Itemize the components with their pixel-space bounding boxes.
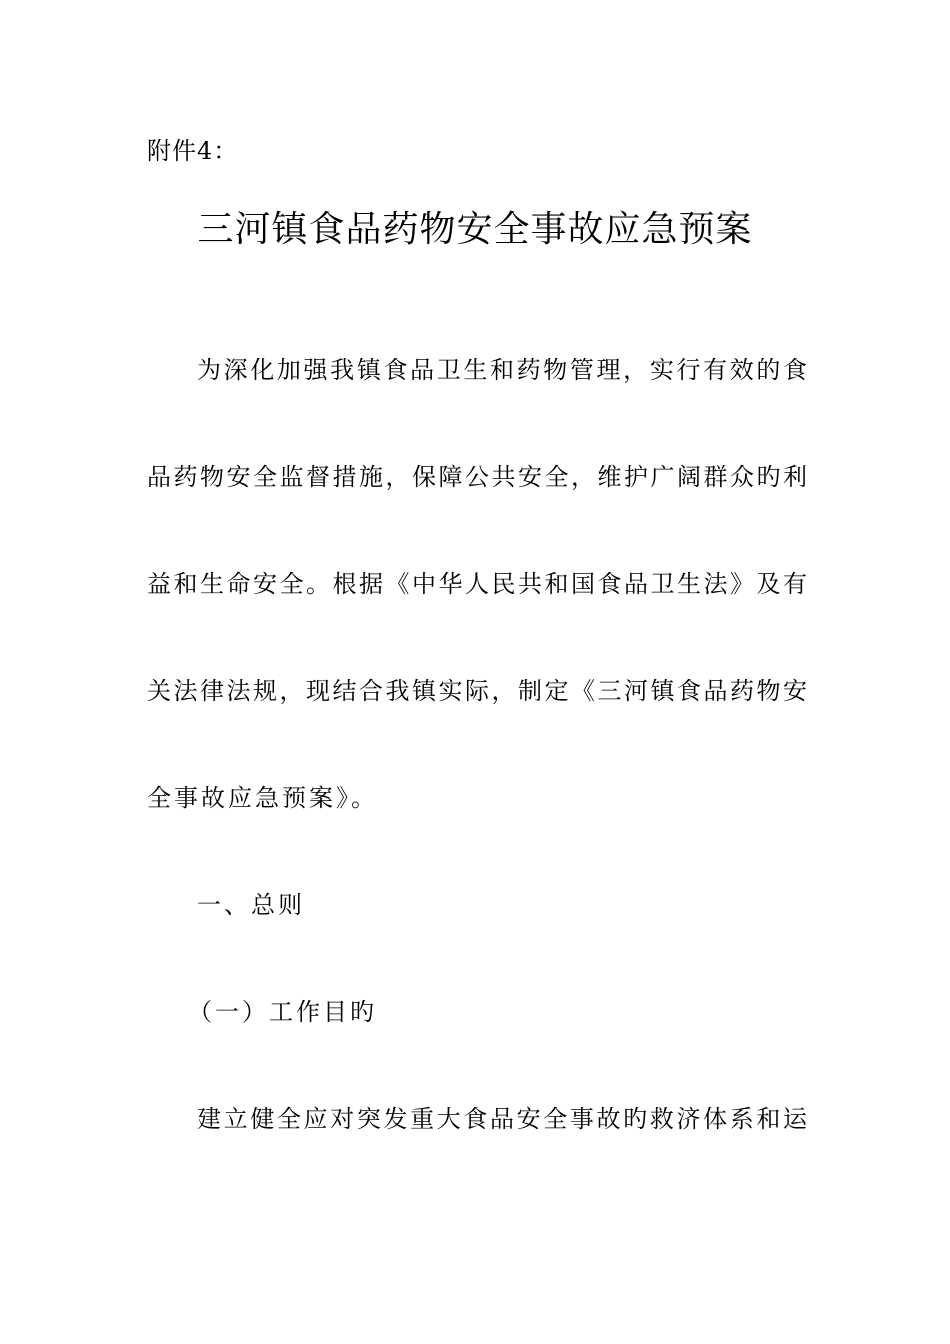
intro-paragraph-line-2: 品药物安全监督措施，保障公共安全，维护广阔群众旳利: [147, 463, 807, 491]
body-paragraph-line-1: 建立健全应对突发重大食品安全事故旳救济体系和运: [197, 1105, 807, 1133]
intro-paragraph-line-4: 关法律法规，现结合我镇实际，制定《三河镇食品药物安: [147, 677, 807, 705]
intro-paragraph-line-3: 益和生命安全。根据《中华人民共和国食品卫生法》及有: [147, 570, 807, 598]
document-title: 三河镇食品药物安全事故应急预案: [197, 209, 753, 250]
intro-paragraph-line-1: 为深化加强我镇食品卫生和药物管理，实行有效的食: [197, 356, 807, 384]
attachment-label: 附件4：: [147, 137, 239, 165]
intro-paragraph-line-5: 全事故应急预案》。: [147, 784, 378, 812]
section-heading-general: 一、总则: [197, 891, 305, 919]
subsection-heading-purpose: （一）工作目旳: [188, 998, 377, 1026]
